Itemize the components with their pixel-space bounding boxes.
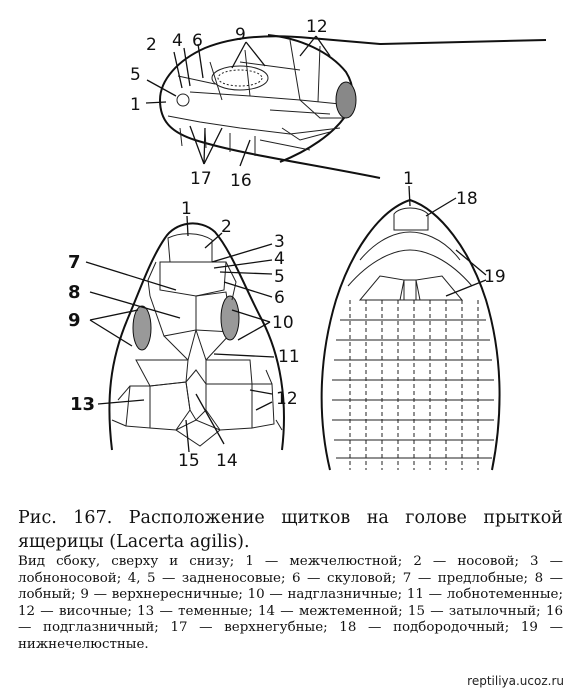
label-top-2: 2 bbox=[221, 217, 232, 237]
label-top-5: 5 bbox=[274, 267, 285, 287]
label-side-12: 12 bbox=[306, 17, 328, 37]
label-side-6: 6 bbox=[192, 31, 203, 51]
label-top-6: 6 bbox=[274, 288, 285, 308]
label-top-12: 12 bbox=[276, 389, 298, 409]
label-bottom-18: 18 bbox=[456, 189, 478, 209]
label-side-17: 17 bbox=[190, 169, 212, 189]
top-view-leader-lines bbox=[86, 216, 274, 452]
label-top-11: 11 bbox=[278, 347, 300, 367]
label-top-4: 4 bbox=[274, 249, 285, 269]
label-top-14: 14 bbox=[216, 451, 238, 471]
label-top-15: 15 bbox=[178, 451, 200, 471]
label-bottom-19: 19 bbox=[484, 267, 506, 287]
label-top-3: 3 bbox=[274, 232, 285, 252]
label-side-9: 9 bbox=[235, 25, 246, 45]
label-side-5: 5 bbox=[130, 65, 141, 85]
top-view-labels bbox=[68, 199, 300, 471]
figure-number: Рис. 167. bbox=[18, 508, 113, 528]
side-view-head bbox=[160, 35, 546, 178]
label-top-1: 1 bbox=[181, 199, 192, 219]
label-top-7: 7 bbox=[68, 252, 81, 273]
bottom-view-head bbox=[322, 200, 500, 470]
figure-title-text: Расположение щитков на голове прыткой ящерицы (Lacerta agilis). bbox=[18, 508, 563, 552]
figure-caption-title bbox=[18, 506, 563, 554]
side-view-leader-lines bbox=[146, 36, 330, 166]
top-view-head bbox=[109, 223, 284, 450]
label-top-10: 10 bbox=[272, 313, 294, 333]
site-watermark: reptiliya.ucoz.ru bbox=[467, 674, 564, 688]
label-side-16: 16 bbox=[230, 171, 252, 191]
label-side-2: 2 bbox=[146, 35, 157, 55]
label-side-1: 1 bbox=[130, 95, 141, 115]
label-side-4: 4 bbox=[172, 31, 183, 51]
label-top-8: 8 bbox=[68, 282, 81, 303]
label-top-13: 13 bbox=[70, 394, 96, 415]
label-bottom-1: 1 bbox=[403, 169, 414, 189]
label-top-9: 9 bbox=[68, 310, 81, 331]
figure-legend-text: Вид сбоку, сверху и снизу; 1 — межчелюстной; 2 — носовой; 3 — лобноносовой; 4, 5 — задненосовые; 6 — скуловой; 7 — предлобные; 8 — лобный; 9 — верхнересничные; 10 — надглазничные; 11 — лобнотеменные; 12 — височные; 13 — теменные; 14 — межтеменной; 15 — затылочный; 16 — подглазничный; 17 — верхнегубные; 18 — подбородочный; 19 — нижнечелюстные. bbox=[18, 554, 563, 652]
